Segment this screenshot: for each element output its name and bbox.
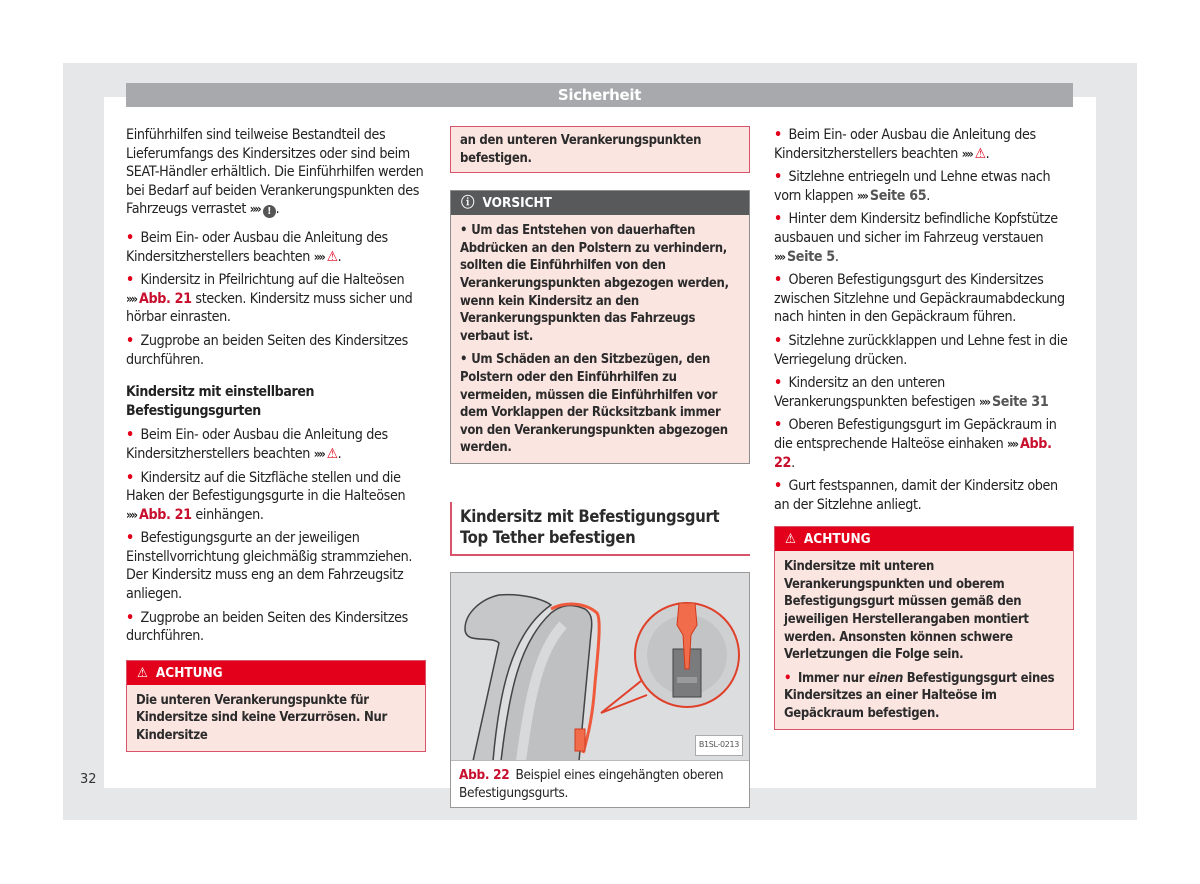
cross-ref-arrow: »» xyxy=(774,249,784,264)
intro-paragraph: Einführhilfen sind teilweise Bestandteil des Lieferumfangs des Kindersitzes oder sind beim SEAT-Händler erhältlich. Die Einführhilfen werden bei Bedarf auf beiden Verankerungspunkten des Fahrzeugs verrastet »» ! . xyxy=(126,127,424,218)
figure-image xyxy=(451,573,749,761)
warning-header: ⚠ ACHTUNG xyxy=(775,527,1073,551)
bullet-icon: • xyxy=(126,609,134,626)
cross-ref-arrow: »» xyxy=(126,291,136,306)
warning-item: • Immer nur einen Befestigungsgurt eines Kindersitzes an einer Halteöse im Gepäckraum befestigen. xyxy=(784,670,1055,722)
caution-item: • Um das Entstehen von dauerhaften Abdrücken an den Polstern zu verhindern, sollten die Einführhilfen von den Verankerungspunkten abgezogen werden, wenn kein Kindersitz an den Verankerungspunkten das Fahrzeugs verbaut ist. xyxy=(460,223,729,344)
list-item: • Kindersitz an den unteren Verankerungspunkten befestigen »» Seite 31 xyxy=(774,375,1049,410)
bullet-icon: • xyxy=(774,127,782,143)
warning-box xyxy=(774,526,1074,729)
figure-link[interactable]: Abb. 22 xyxy=(774,435,1052,471)
cross-ref-arrow: »» xyxy=(313,446,324,461)
warning-icon[interactable]: ⚠ xyxy=(974,145,986,162)
info-icon[interactable]: ! xyxy=(263,205,276,218)
bullet-icon: • xyxy=(126,272,134,289)
list-item: • Sitzlehne entriegeln und Lehne etwas nach vorn klappen »» Seite 65. xyxy=(774,169,1051,204)
list-item: • Hinter dem Kindersitz befindliche Kopfstütze ausbauen und sicher im Fahrzeug verstauen »» Seite 5. xyxy=(774,211,1058,265)
cross-ref-arrow: »» xyxy=(1007,436,1017,451)
warning-icon: ⚠ xyxy=(137,664,148,681)
bullet-icon: • xyxy=(126,469,134,486)
warning-header: ⚠ ACHTUNG xyxy=(127,661,425,685)
warning-text: an den unteren Verankerungspunkten befestigen. xyxy=(460,133,702,166)
warning-box-continued xyxy=(450,126,750,173)
bullet-icon: • xyxy=(126,332,134,349)
page-link[interactable]: Seite 65 xyxy=(869,187,927,204)
figure-label: Abb. 22 xyxy=(459,766,510,783)
cross-ref-arrow: »» xyxy=(249,202,260,217)
bullet-icon: • xyxy=(126,427,134,444)
list-item: • Beim Ein- oder Ausbau die Anleitung des Kindersitzherstellers beachten »» ⚠. xyxy=(126,427,388,462)
seat-tether-illustration xyxy=(451,573,749,761)
bullet-icon: • xyxy=(774,332,782,349)
page-link[interactable]: Seite 5 xyxy=(786,248,835,265)
cross-ref-arrow: »» xyxy=(126,507,136,522)
bullet-icon: • xyxy=(774,272,782,289)
bullet-icon: • xyxy=(774,478,782,495)
warning-text: Kindersitze mit unteren Verankerungspunkten und oberem Befestigungsgurt müssen gemäß den jeweiligen Herstellerangaben montiert werden. Ansonsten können schwere Verletzungen die Folge sein. xyxy=(784,559,1029,663)
figure-code: B1SL-0213 xyxy=(695,735,743,756)
figure-link[interactable]: Abb. 21 xyxy=(138,506,192,523)
bullet-icon: • xyxy=(784,670,792,686)
section-title: Kindersitz mit Befestigungsgurt Top Tether befestigen xyxy=(450,502,750,556)
subheading: Kindersitz mit einstellbaren Befestigungsgurten xyxy=(126,384,315,419)
figure xyxy=(450,572,750,808)
warning-icon[interactable]: ⚠ xyxy=(326,445,338,462)
bullet-icon: • xyxy=(774,375,782,392)
bullet-icon: • xyxy=(126,530,134,547)
middle-column xyxy=(450,126,750,808)
list-item: • Beim Ein- oder Ausbau die Anleitung des Kindersitzherstellers beachten »» ⚠. xyxy=(126,229,388,265)
warning-box xyxy=(126,660,426,752)
figure-link[interactable]: Abb. 21 xyxy=(138,290,192,307)
bullet-icon: • xyxy=(774,211,782,228)
list-item: • Zugprobe an beiden Seiten des Kindersitzes durchführen. xyxy=(126,332,408,368)
page-title: Sicherheit xyxy=(126,83,1073,107)
caution-box xyxy=(450,190,750,464)
list-item: • Befestigungsgurte an der jeweiligen Einstellvorrichtung gleichmäßig strammziehen. Der Kindersitz muss eng an dem Fahrzeugsitz anliegen. xyxy=(126,530,413,603)
right-column xyxy=(774,126,1074,730)
list-item: • Oberen Befestigungsgurt des Kindersitzes zwischen Sitzlehne und Gepäckraumabdeckung nach hinten in den Gepäckraum führen. xyxy=(774,272,1065,326)
cross-ref-arrow: »» xyxy=(961,146,972,161)
caution-header: ⓘ VORSICHT xyxy=(451,191,749,215)
page-link[interactable]: Seite 31 xyxy=(991,393,1049,410)
cross-ref-arrow: »» xyxy=(979,394,989,409)
bullet-icon: • xyxy=(774,169,782,186)
page-number: 32 xyxy=(80,772,97,787)
cross-ref-arrow: »» xyxy=(313,249,324,264)
figure-caption: Abb. 22 Beispiel eines eingehängten oberen Befestigungsgurts. xyxy=(459,766,724,801)
list-item: • Sitzlehne zurückklappen und Lehne fest in die Verriegelung drücken. xyxy=(774,332,1068,368)
list-item: • Kindersitz auf die Sitzfläche stellen und die Haken der Befestigungsgurte in die Halteösen »» Abb. 21 einhängen. xyxy=(126,469,406,523)
list-item: • Gurt festspannen, damit der Kindersitz oben an der Sitzlehne anliegt. xyxy=(774,478,1058,513)
list-item: • Oberen Befestigungsgurt im Gepäckraum in die entsprechende Halteöse einhaken »» Abb. 22. xyxy=(774,417,1057,471)
warning-icon[interactable]: ⚠ xyxy=(326,248,338,265)
bullet-icon: • xyxy=(774,417,782,434)
list-item: • Zugprobe an beiden Seiten des Kindersitzes durchführen. xyxy=(126,609,408,645)
warning-text: Die unteren Verankerungspunkte für Kindersitze sind keine Verzurrösen. Nur Kindersitze xyxy=(136,692,387,744)
bullet-icon: • xyxy=(126,229,134,246)
caution-icon: ⓘ xyxy=(461,195,475,212)
list-item: • Beim Ein- oder Ausbau die Anleitung des Kindersitzherstellers beachten »» ⚠. xyxy=(774,127,1036,162)
caution-item: • Um Schäden an den Sitzbezügen, den Polstern oder den Einführhilfen zu vermeiden, müssen die Einführhilfen vor dem Vorklappen der Rücksitzbank immer von den Verankerungspunkten abgezogen werden. xyxy=(460,352,728,456)
left-column xyxy=(126,126,426,752)
warning-icon: ⚠ xyxy=(785,531,796,548)
list-item: • Kindersitz in Pfeilrichtung auf die Halteösen »» Abb. 21 stecken. Kindersitz muss sicher und hörbar einrasten. xyxy=(126,272,413,326)
cross-ref-arrow: »» xyxy=(856,188,867,203)
